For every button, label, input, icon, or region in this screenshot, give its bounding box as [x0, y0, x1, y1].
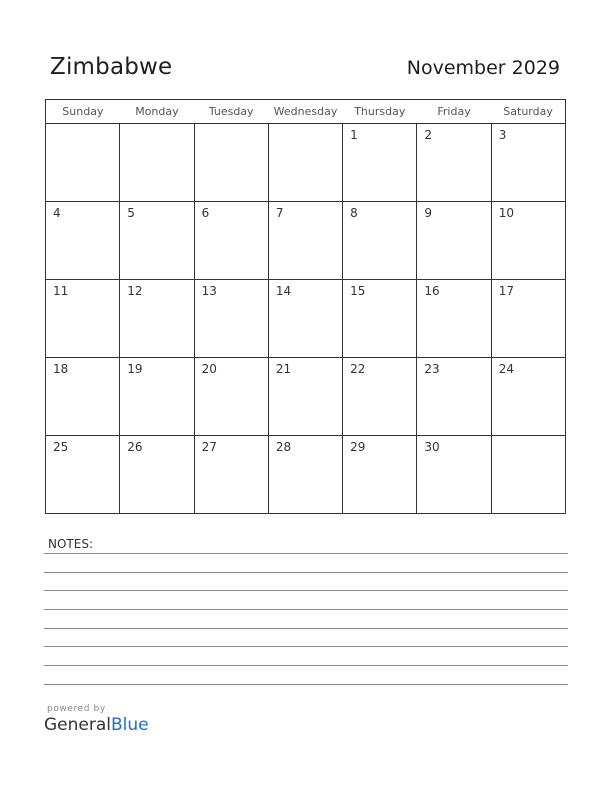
note-line: [44, 609, 568, 610]
day-number: 16: [424, 284, 440, 298]
day-cell: [268, 202, 342, 280]
day-cell: [120, 280, 194, 358]
day-number: 13: [201, 284, 217, 298]
day-number: 11: [53, 284, 69, 298]
country-title: Zimbabwe: [50, 54, 173, 80]
weekday-header-row: [46, 100, 566, 124]
week-row: [46, 436, 566, 514]
note-line: [44, 553, 568, 554]
note-line: [44, 628, 568, 629]
day-number: 20: [201, 362, 217, 376]
day-cell: [417, 124, 491, 202]
day-number: 21: [275, 362, 292, 376]
day-cell: [46, 124, 120, 202]
day-number: 6: [201, 206, 210, 220]
day-cell: [491, 436, 565, 514]
day-cell: [417, 436, 491, 514]
month-year-title: November 2029: [406, 57, 560, 79]
day-cell: [194, 358, 268, 436]
brand-name: [44, 715, 149, 735]
weekday-wednesday: Wednesday: [268, 100, 342, 124]
day-cell: [194, 436, 268, 514]
day-number: 8: [350, 206, 358, 220]
day-cell: [194, 202, 268, 280]
week-row: [46, 358, 566, 436]
weekday-sunday: Sunday: [46, 100, 120, 124]
day-number: 28: [275, 440, 292, 454]
day-cell: [343, 358, 417, 436]
day-cell: [343, 202, 417, 280]
day-cell: [417, 358, 491, 436]
note-line: [44, 665, 568, 666]
day-number: 5: [127, 206, 135, 220]
day-number: 25: [53, 440, 69, 454]
day-cell: [46, 280, 120, 358]
day-cell: [46, 358, 120, 436]
day-number: 7: [275, 206, 284, 220]
day-number: 27: [201, 440, 217, 454]
day-cell: [268, 280, 342, 358]
brand-name-blue: Blue: [111, 715, 149, 735]
notes-label: NOTES:: [48, 537, 93, 551]
day-cell: [343, 280, 417, 358]
day-number: 14: [275, 284, 292, 298]
day-cell: [491, 202, 565, 280]
day-cell: [268, 358, 342, 436]
day-number: 4: [53, 206, 61, 220]
day-cell: [491, 280, 565, 358]
week-row: [46, 124, 566, 202]
day-number: 30: [424, 440, 440, 454]
day-number: 19: [127, 362, 143, 376]
day-number: 24: [498, 362, 514, 376]
generalblue-logo: [44, 704, 149, 735]
day-number: 26: [127, 440, 143, 454]
calendar-grid: [45, 99, 566, 514]
note-line: [44, 684, 568, 685]
weekday-monday: Monday: [120, 100, 194, 124]
day-number: 18: [53, 362, 69, 376]
day-number: 22: [350, 362, 366, 376]
day-number: 3: [498, 128, 507, 142]
day-number: 1: [350, 128, 358, 142]
week-row: [46, 202, 566, 280]
day-number: 12: [127, 284, 143, 298]
week-row: [46, 280, 566, 358]
day-cell: [194, 280, 268, 358]
day-cell: [120, 436, 194, 514]
day-number: 23: [424, 362, 440, 376]
day-number: 17: [498, 284, 514, 298]
note-line: [44, 572, 568, 573]
weekday-friday: Friday: [417, 100, 491, 124]
day-number: 10: [498, 206, 514, 220]
day-cell: [491, 358, 565, 436]
day-cell: [120, 358, 194, 436]
day-cell: [268, 124, 342, 202]
day-cell: [120, 202, 194, 280]
weekday-tuesday: Tuesday: [194, 100, 268, 124]
day-number: 9: [424, 206, 433, 220]
day-cell: [46, 202, 120, 280]
day-cell: [120, 124, 194, 202]
day-number: 2: [424, 128, 433, 142]
note-line: [44, 590, 568, 591]
weekday-thursday: Thursday: [343, 100, 417, 124]
day-cell: [343, 124, 417, 202]
day-number: 15: [350, 284, 366, 298]
day-cell: [268, 436, 342, 514]
day-cell: [417, 280, 491, 358]
brand-name-general: General: [44, 715, 111, 735]
day-number: 29: [350, 440, 366, 454]
day-cell: [343, 436, 417, 514]
day-cell: [417, 202, 491, 280]
weekday-saturday: Saturday: [491, 100, 565, 124]
note-line: [44, 646, 568, 647]
powered-by-text: powered by: [47, 704, 106, 714]
day-cell: [46, 436, 120, 514]
day-cell: [491, 124, 565, 202]
day-cell: [194, 124, 268, 202]
